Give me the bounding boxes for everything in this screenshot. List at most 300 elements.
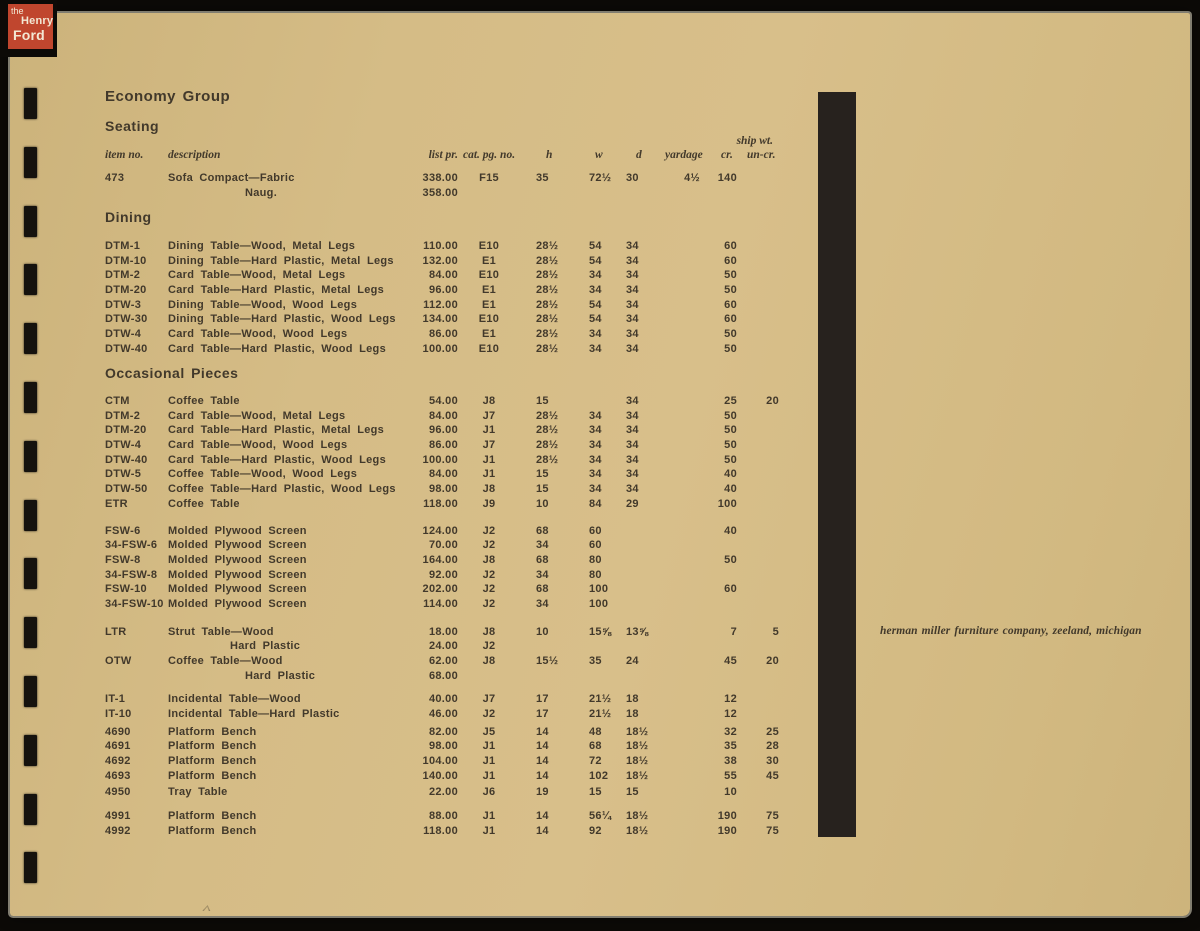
cell-desc: Platform Bench bbox=[168, 824, 257, 837]
table-row bbox=[10, 582, 810, 597]
cell-item: IT-10 bbox=[105, 708, 132, 721]
table-row bbox=[10, 423, 810, 438]
cell-cat: J9 bbox=[482, 497, 496, 510]
cell-desc: Dining Table—Wood, Metal Legs bbox=[168, 240, 356, 252]
cell-d: 34 bbox=[626, 453, 639, 466]
cell-w: 34 bbox=[589, 284, 602, 297]
cell-pr: 98.00 bbox=[428, 740, 458, 753]
cell-desc: Coffee Table bbox=[168, 395, 240, 407]
cell-desc: Dining Table—Wood, Wood Legs bbox=[168, 298, 358, 311]
cell-w: 21½ bbox=[589, 708, 612, 721]
section-heading-occasional-pieces: Occasional Pieces bbox=[105, 365, 239, 381]
cell-desc: Tray Table bbox=[168, 785, 228, 798]
cell-pr: 100.00 bbox=[422, 453, 458, 466]
cell-h: 28½ bbox=[536, 269, 559, 282]
cell-cr: 50 bbox=[724, 342, 737, 355]
cell-w: 34 bbox=[589, 439, 602, 452]
col-header-yardage: yardage bbox=[665, 149, 703, 161]
cell-pr: 110.00 bbox=[423, 240, 458, 252]
cell-item: DTW-50 bbox=[105, 483, 148, 496]
cell-cr: 40 bbox=[724, 483, 737, 496]
row-group bbox=[10, 785, 810, 800]
logo-text-the: the bbox=[11, 6, 24, 16]
cell-cr: 35 bbox=[724, 740, 737, 753]
cell-item: DTW-5 bbox=[105, 468, 142, 481]
cell-item: FSW-6 bbox=[105, 524, 141, 537]
cell-un: 28 bbox=[766, 740, 779, 753]
cell-item: DTM-2 bbox=[105, 409, 141, 422]
cell-un: 75 bbox=[766, 824, 779, 837]
cell-cat: J8 bbox=[482, 625, 496, 638]
cell-w: 15⅝ bbox=[589, 625, 612, 638]
cell-w: 34 bbox=[589, 483, 602, 496]
cell-cat: J2 bbox=[482, 597, 496, 610]
cell-desc: Molded Plywood Screen bbox=[168, 597, 307, 610]
cell-item: 473 bbox=[105, 172, 125, 184]
cell-w: 34 bbox=[589, 342, 602, 355]
cell-h: 28½ bbox=[536, 424, 559, 437]
cell-pr: 92.00 bbox=[428, 568, 458, 581]
logo-text-henry: Henry bbox=[21, 15, 53, 27]
page-title: Economy Group bbox=[105, 88, 231, 105]
cell-desc: Card Table—Hard Plastic, Wood Legs bbox=[168, 342, 386, 355]
cell-item: LTR bbox=[105, 625, 127, 638]
cell-desc: Platform Bench bbox=[168, 725, 257, 738]
cell-cr: 50 bbox=[724, 439, 737, 452]
cell-desc: Card Table—Wood, Wood Legs bbox=[168, 439, 348, 452]
cell-h: 68 bbox=[536, 583, 549, 596]
cell-desc: Molded Plywood Screen bbox=[168, 539, 307, 552]
cell-w: 15 bbox=[589, 785, 602, 798]
cell-d: 34 bbox=[626, 298, 639, 311]
cell-pr: 100.00 bbox=[422, 342, 458, 355]
cell-cat: E10 bbox=[478, 313, 500, 326]
cell-cat: J1 bbox=[482, 755, 496, 768]
cell-cr: 60 bbox=[724, 240, 737, 252]
cell-pr: 86.00 bbox=[428, 328, 458, 341]
cell-desc: Platform Bench bbox=[168, 740, 257, 753]
cell-cat: J7 bbox=[482, 693, 496, 706]
cell-cat: E1 bbox=[481, 254, 497, 267]
cell-un: 30 bbox=[766, 755, 779, 768]
cell-desc: Incidental Table—Wood bbox=[168, 693, 301, 706]
cell-d: 18 bbox=[626, 708, 639, 721]
cell-item: FSW-8 bbox=[105, 553, 141, 566]
cell-h: 14 bbox=[536, 769, 549, 782]
cell-cr: 60 bbox=[724, 254, 737, 267]
cell-pr: 338.00 bbox=[422, 172, 458, 184]
cell-cat: E1 bbox=[481, 298, 497, 311]
section-heading-dining: Dining bbox=[105, 209, 152, 225]
cell-desc: Coffee Table bbox=[168, 497, 240, 510]
cell-pr: 40.00 bbox=[428, 693, 458, 706]
cell-item: 34-FSW-8 bbox=[105, 568, 158, 581]
cell-h: 10 bbox=[536, 497, 549, 510]
cell-item: DTM-20 bbox=[105, 424, 147, 437]
cell-cr: 10 bbox=[724, 785, 737, 798]
table-row bbox=[10, 524, 810, 539]
cell-h: 34 bbox=[536, 597, 549, 610]
cell-desc: Card Table—Wood, Metal Legs bbox=[168, 269, 346, 282]
cell-pr: 98.00 bbox=[428, 483, 458, 496]
cell-cr: 190 bbox=[717, 810, 737, 823]
col-header-ship-wt: ship wt. bbox=[736, 135, 773, 147]
cell-w: 54 bbox=[589, 298, 602, 311]
cell-w: 60 bbox=[589, 539, 602, 552]
cell-h: 34 bbox=[536, 539, 549, 552]
cell-pr: 124.00 bbox=[422, 524, 458, 537]
cell-pr: 118.00 bbox=[423, 497, 458, 510]
cell-w: 60 bbox=[589, 524, 602, 537]
cell-cr: 7 bbox=[730, 625, 737, 638]
cell-cat: J2 bbox=[482, 539, 496, 552]
table-row bbox=[10, 553, 810, 568]
seating-rows bbox=[10, 171, 810, 200]
table-row bbox=[10, 239, 810, 254]
cell-pr: 96.00 bbox=[428, 424, 458, 437]
cell-cr: 50 bbox=[724, 284, 737, 297]
cell-pr: 84.00 bbox=[428, 269, 458, 282]
cell-h: 28½ bbox=[536, 409, 559, 422]
cell-pr: 18.00 bbox=[428, 625, 458, 638]
cell-pr: 358.00 bbox=[422, 186, 458, 199]
cell-cr: 50 bbox=[724, 409, 737, 422]
table-row bbox=[10, 692, 810, 707]
cell-d: 34 bbox=[626, 240, 639, 252]
cell-un: 25 bbox=[766, 725, 779, 738]
table-row bbox=[10, 394, 810, 409]
cell-h: 15½ bbox=[536, 655, 559, 667]
cell-cat: J1 bbox=[482, 740, 496, 753]
table-row bbox=[10, 538, 810, 553]
cell-h: 15 bbox=[536, 395, 549, 407]
cell-d: 13⅝ bbox=[626, 625, 649, 638]
cell-cat: J8 bbox=[482, 655, 496, 667]
cell-d: 18½ bbox=[626, 725, 649, 738]
cell-desc: Strut Table—Wood bbox=[168, 625, 274, 638]
table-row bbox=[10, 268, 810, 283]
cell-pr: 88.00 bbox=[428, 810, 458, 823]
table-row bbox=[10, 754, 810, 769]
cell-w: 68 bbox=[589, 740, 602, 753]
col-header-cat-pg-no: cat. pg. no. bbox=[463, 149, 516, 161]
cell-cr: 55 bbox=[724, 769, 737, 782]
cell-cat: J5 bbox=[482, 725, 496, 738]
cell-pr: 84.00 bbox=[428, 468, 458, 481]
binding-hole bbox=[24, 206, 37, 237]
cell-d: 18½ bbox=[626, 769, 649, 782]
cell-item: DTW-4 bbox=[105, 328, 142, 341]
col-header-un-cr: un-cr. bbox=[747, 149, 776, 161]
cell-desc: Molded Plywood Screen bbox=[168, 568, 307, 581]
table-row bbox=[10, 254, 810, 269]
cell-cr: 60 bbox=[724, 583, 737, 596]
cell-w: 102 bbox=[589, 769, 609, 782]
cell-h: 17 bbox=[536, 708, 549, 721]
cell-desc: Dining Table—Hard Plastic, Wood Legs bbox=[168, 313, 396, 326]
col-header-h: h bbox=[546, 149, 553, 161]
cell-cr: 140 bbox=[717, 172, 737, 184]
table-row bbox=[10, 186, 810, 201]
cell-desc: Hard Plastic bbox=[230, 640, 301, 653]
table-row bbox=[10, 809, 810, 824]
cell-w: 34 bbox=[589, 269, 602, 282]
cell-desc: Coffee Table—Hard Plastic, Wood Legs bbox=[168, 483, 396, 496]
cell-item: ETR bbox=[105, 497, 128, 510]
cell-w: 54 bbox=[589, 254, 602, 267]
table-row bbox=[10, 312, 810, 327]
cell-item: 34-FSW-6 bbox=[105, 539, 158, 552]
table-row bbox=[10, 438, 810, 453]
cell-h: 15 bbox=[536, 468, 549, 481]
cell-cat: J7 bbox=[482, 439, 496, 452]
table-header bbox=[10, 133, 800, 167]
cell-desc: Card Table—Hard Plastic, Metal Legs bbox=[168, 424, 385, 437]
cell-cat: J7 bbox=[482, 409, 496, 422]
cell-h: 19 bbox=[536, 785, 549, 798]
row-group bbox=[10, 524, 810, 612]
cell-w: 54 bbox=[589, 240, 602, 252]
cell-cat: J1 bbox=[482, 824, 496, 837]
cell-desc: Dining Table—Hard Plastic, Metal Legs bbox=[168, 254, 394, 267]
cell-cat: J2 bbox=[482, 640, 496, 653]
row-group bbox=[10, 171, 810, 200]
cell-d: 15 bbox=[626, 785, 639, 798]
cell-pr: 164.00 bbox=[422, 553, 458, 566]
cell-desc: Molded Plywood Screen bbox=[168, 583, 307, 596]
col-header-cr: cr. bbox=[721, 149, 733, 161]
cell-w: 34 bbox=[589, 424, 602, 437]
cell-d: 29 bbox=[626, 497, 639, 510]
cell-item: IT-1 bbox=[105, 693, 126, 706]
binding-hole bbox=[24, 852, 37, 883]
table-row bbox=[10, 739, 810, 754]
cell-desc: Card Table—Wood, Metal Legs bbox=[168, 409, 346, 422]
cell-cr: 45 bbox=[724, 655, 737, 667]
cell-pr: 68.00 bbox=[428, 669, 458, 682]
cell-d: 34 bbox=[626, 395, 639, 407]
cell-w: 80 bbox=[589, 568, 602, 581]
cell-d: 34 bbox=[626, 468, 639, 481]
cell-desc: Naug. bbox=[245, 186, 278, 199]
cell-h: 28½ bbox=[536, 254, 559, 267]
cell-h: 14 bbox=[536, 824, 549, 837]
col-header-list-pr: list pr. bbox=[428, 149, 458, 161]
cell-cat: J1 bbox=[482, 769, 496, 782]
table-row bbox=[10, 639, 810, 654]
cell-cat: J8 bbox=[482, 483, 496, 496]
table-row bbox=[10, 298, 810, 313]
cell-h: 28½ bbox=[536, 328, 559, 341]
table-row bbox=[10, 568, 810, 583]
logo-text-ford: Ford bbox=[13, 27, 45, 43]
col-header-d: d bbox=[636, 149, 642, 161]
dining-rows bbox=[10, 239, 810, 357]
col-header-description: description bbox=[168, 149, 221, 161]
cell-pr: 62.00 bbox=[428, 655, 458, 667]
cell-pr: 132.00 bbox=[422, 254, 458, 267]
cell-cr: 60 bbox=[724, 298, 737, 311]
cell-cr: 60 bbox=[724, 313, 737, 326]
cell-h: 28½ bbox=[536, 439, 559, 452]
cell-d: 34 bbox=[626, 313, 639, 326]
cell-w: 100 bbox=[589, 583, 609, 596]
cell-cat: J8 bbox=[482, 395, 496, 407]
cell-w: 92 bbox=[589, 824, 602, 837]
table-row bbox=[10, 497, 810, 512]
occasional-pieces-rows bbox=[10, 394, 810, 839]
cell-desc: Hard Plastic bbox=[245, 669, 316, 682]
cell-desc: Coffee Table—Wood, Wood Legs bbox=[168, 468, 358, 481]
cell-desc: Card Table—Hard Plastic, Metal Legs bbox=[168, 284, 385, 297]
cell-cat: J1 bbox=[482, 468, 496, 481]
cell-h: 10 bbox=[536, 625, 549, 638]
cell-h: 68 bbox=[536, 553, 549, 566]
cell-cat: J1 bbox=[482, 424, 496, 437]
table-row bbox=[10, 707, 810, 722]
row-group bbox=[10, 692, 810, 721]
cell-cr: 25 bbox=[724, 395, 737, 407]
binding-hole bbox=[24, 88, 37, 119]
cell-un: 5 bbox=[772, 625, 779, 638]
cell-w: 84 bbox=[589, 497, 602, 510]
cell-pr: 82.00 bbox=[428, 725, 458, 738]
cell-item: DTM-1 bbox=[105, 240, 141, 252]
table-row bbox=[10, 725, 810, 740]
table-row bbox=[10, 597, 810, 612]
cell-item: DTW-40 bbox=[105, 453, 148, 466]
cell-desc: Platform Bench bbox=[168, 810, 257, 823]
cell-h: 68 bbox=[536, 524, 549, 537]
col-header-item-no: item no. bbox=[105, 149, 144, 161]
cell-h: 14 bbox=[536, 755, 549, 768]
cell-w: 72½ bbox=[589, 172, 612, 184]
cell-cat: J1 bbox=[482, 810, 496, 823]
cell-cr: 12 bbox=[724, 708, 737, 721]
cell-item: DTW-30 bbox=[105, 313, 148, 326]
cell-desc: Molded Plywood Screen bbox=[168, 524, 307, 537]
cell-desc: Platform Bench bbox=[168, 755, 257, 768]
cell-item: DTW-3 bbox=[105, 298, 142, 311]
cell-desc: Sofa Compact—Fabric bbox=[168, 172, 295, 184]
cell-yd: 4½ bbox=[684, 172, 700, 184]
cell-cr: 50 bbox=[724, 269, 737, 282]
cell-cat: J6 bbox=[482, 785, 496, 798]
cell-un: 45 bbox=[766, 769, 779, 782]
cell-desc: Card Table—Wood, Wood Legs bbox=[168, 328, 348, 341]
cell-item: 4691 bbox=[105, 740, 131, 753]
cell-h: 28½ bbox=[536, 240, 559, 252]
table-row bbox=[10, 769, 810, 784]
cell-cat: E10 bbox=[478, 342, 500, 355]
cell-desc: Platform Bench bbox=[168, 769, 257, 782]
table-row bbox=[10, 785, 810, 800]
row-group bbox=[10, 809, 810, 838]
cell-desc: Incidental Table—Hard Plastic bbox=[168, 708, 340, 721]
cell-un: 75 bbox=[766, 810, 779, 823]
cell-h: 28½ bbox=[536, 298, 559, 311]
cell-item: DTM-2 bbox=[105, 269, 141, 282]
black-bar-artifact bbox=[818, 92, 856, 837]
row-group bbox=[10, 239, 810, 357]
cell-pr: 96.00 bbox=[428, 284, 458, 297]
cell-cat: J1 bbox=[482, 453, 496, 466]
cell-cr: 38 bbox=[724, 755, 737, 768]
cell-pr: 22.00 bbox=[428, 785, 458, 798]
cell-item: OTW bbox=[105, 655, 132, 667]
cell-w: 34 bbox=[589, 468, 602, 481]
cell-cat: F15 bbox=[479, 172, 499, 184]
henry-ford-logo bbox=[8, 4, 53, 49]
cell-d: 34 bbox=[626, 424, 639, 437]
row-group bbox=[10, 725, 810, 784]
cell-pr: 70.00 bbox=[428, 539, 458, 552]
pencil-mark bbox=[202, 905, 211, 911]
cell-desc: Molded Plywood Screen bbox=[168, 553, 307, 566]
cell-pr: 140.00 bbox=[422, 769, 458, 782]
cell-h: 28½ bbox=[536, 342, 559, 355]
cell-cr: 50 bbox=[724, 328, 737, 341]
cell-d: 34 bbox=[626, 328, 639, 341]
cell-d: 34 bbox=[626, 342, 639, 355]
herman-miller-brand-line: herman miller furniture company, zeeland, michigan bbox=[880, 625, 1142, 637]
cell-cat: E1 bbox=[481, 284, 497, 297]
cell-item: 4992 bbox=[105, 824, 131, 837]
table-row bbox=[10, 342, 810, 357]
cell-cr: 100 bbox=[717, 497, 737, 510]
cell-item: 4950 bbox=[105, 785, 131, 798]
cell-item: DTW-4 bbox=[105, 439, 142, 452]
cell-desc: Coffee Table—Wood bbox=[168, 655, 283, 667]
cell-cat: E10 bbox=[478, 269, 500, 282]
cell-d: 18 bbox=[626, 693, 639, 706]
cell-item: DTM-10 bbox=[105, 254, 147, 267]
cell-h: 14 bbox=[536, 810, 549, 823]
cell-h: 14 bbox=[536, 725, 549, 738]
cell-d: 18½ bbox=[626, 824, 649, 837]
table-row bbox=[10, 467, 810, 482]
table-row bbox=[10, 669, 810, 684]
cell-pr: 54.00 bbox=[428, 395, 458, 407]
col-header-w: w bbox=[595, 149, 603, 161]
cell-pr: 86.00 bbox=[428, 439, 458, 452]
cell-item: 4690 bbox=[105, 725, 131, 738]
cell-w: 100 bbox=[589, 597, 609, 610]
cell-w: 54 bbox=[589, 313, 602, 326]
cell-w: 72 bbox=[589, 755, 602, 768]
cell-d: 34 bbox=[626, 269, 639, 282]
cell-h: 28½ bbox=[536, 453, 559, 466]
table-row bbox=[10, 482, 810, 497]
cell-cr: 190 bbox=[717, 824, 737, 837]
table-row bbox=[10, 453, 810, 468]
cell-h: 28½ bbox=[536, 313, 559, 326]
table-row bbox=[10, 654, 810, 669]
cell-w: 34 bbox=[589, 409, 602, 422]
cell-cr: 32 bbox=[724, 725, 737, 738]
table-row bbox=[10, 625, 810, 640]
cell-cr: 40 bbox=[724, 468, 737, 481]
cell-un: 20 bbox=[766, 395, 779, 407]
cell-h: 35 bbox=[536, 172, 549, 184]
cell-desc: Card Table—Hard Plastic, Wood Legs bbox=[168, 453, 386, 466]
cell-pr: 134.00 bbox=[422, 313, 458, 326]
cell-cat: E10 bbox=[478, 240, 500, 252]
cell-cat: E1 bbox=[481, 328, 497, 341]
cell-h: 15 bbox=[536, 483, 549, 496]
cell-cat: J2 bbox=[482, 583, 496, 596]
row-group bbox=[10, 625, 810, 684]
